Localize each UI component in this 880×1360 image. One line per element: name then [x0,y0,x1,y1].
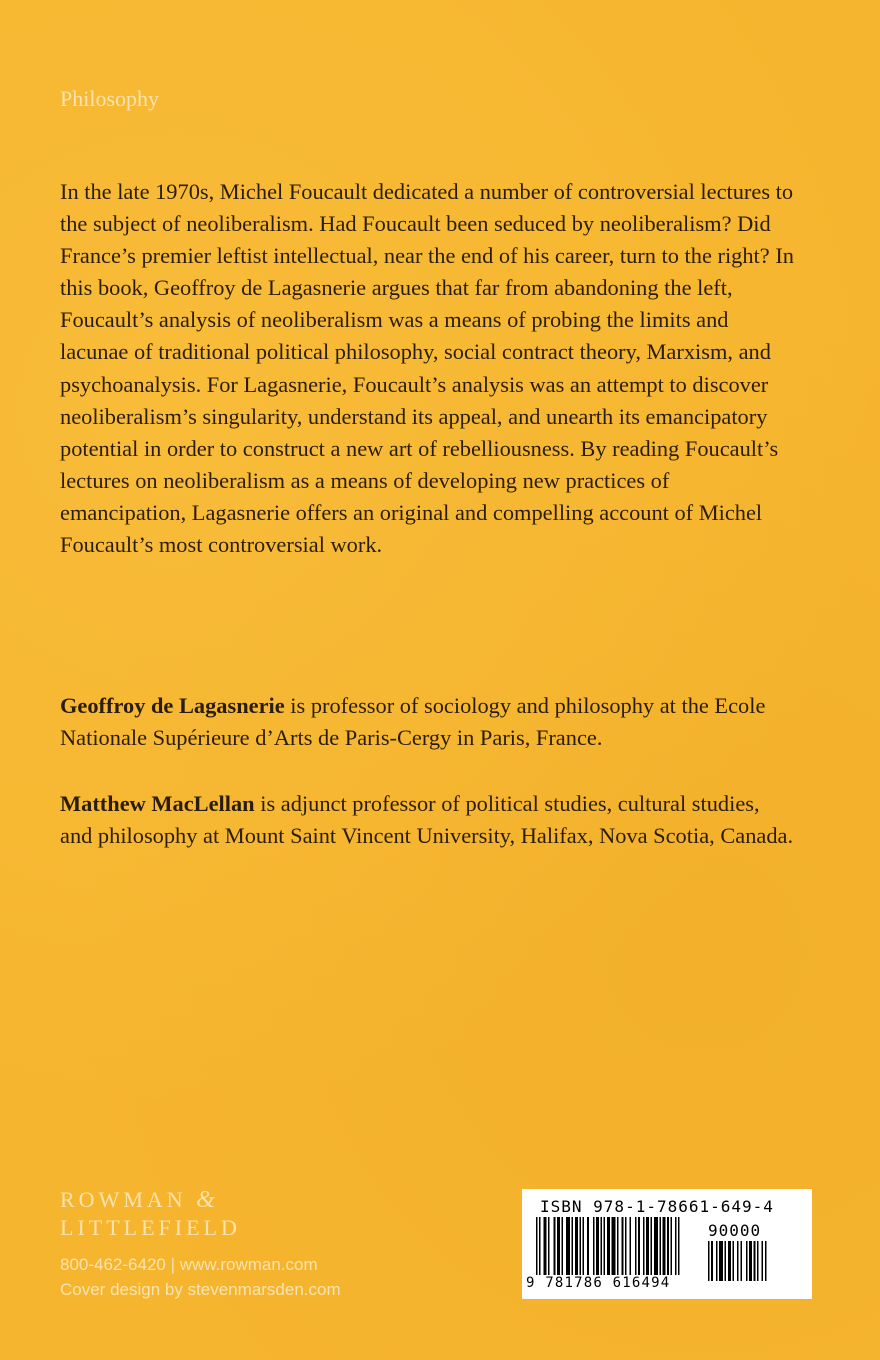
barcode-bar [660,1217,662,1275]
barcode-bar [749,1241,752,1281]
barcode-bar [638,1217,640,1275]
cover-design-credit: Cover design by stevenmarsden.com [60,1280,341,1299]
barcode-bar [557,1217,560,1275]
translator-name: Matthew MacLellan [60,791,255,816]
publisher-phone-web: 800-462-6420 | www.rowman.com [60,1255,318,1274]
barcode-bar [762,1241,764,1281]
author-name: Geoffroy de Lagasnerie [60,693,285,718]
barcode-bar [593,1217,595,1275]
barcode-bar [548,1217,550,1275]
isbn-number: ISBN 978-1-78661-649-4 [540,1197,774,1216]
barcode-bar [630,1217,632,1275]
price-barcode-bars [708,1241,800,1287]
barcode-bar [575,1217,578,1275]
publisher-ampersand: & [196,1187,215,1213]
publisher-name-line2: LITTLEFIELD [60,1215,241,1240]
barcode-bar [728,1241,731,1281]
ean-digits: 9 781786 616494 [526,1275,671,1291]
barcode-bar [733,1241,735,1281]
barcode-bar [617,1217,619,1275]
barcode-bar [562,1217,564,1275]
barcode-bar [725,1241,727,1281]
barcode-bar [711,1241,713,1281]
barcode-bar [765,1241,767,1281]
barcode-bar [587,1217,589,1275]
barcode-bar [554,1217,556,1275]
barcode-bar [643,1217,645,1275]
translator-bio [60,788,795,852]
category-label: Philosophy [60,86,160,111]
barcode-bar [539,1217,541,1275]
barcode-bar [580,1217,582,1275]
barcode-bar [737,1241,739,1281]
barcode-bar [754,1241,756,1281]
publisher-name-line1: ROWMAN [60,1187,187,1212]
barcode-bar [719,1241,723,1281]
barcode-bar [678,1217,680,1275]
publisher-logo [60,1186,241,1241]
barcode-bar [675,1217,677,1275]
barcode-bar [622,1217,624,1275]
ean-barcode-bars [536,1217,700,1275]
barcode-bar [716,1241,718,1281]
barcode-bar [708,1241,710,1281]
translator-bio-text: is adjunct professor of political studies, cultural studies, and philosophy at Mount Saint Vincent University, Halifax, Nova Scotia, Canada. [60,791,794,848]
book-description: In the late 1970s, Michel Foucault dedicated a number of controversial lectures to the subject of neoliberalism. Had Foucault been seduced by neoliberalism? Did France’s premier leftist intellectual, near the end of his career, turn to the right? In this book, Geoffroy de Lagasnerie argues that far from abandoning the left, Foucault’s analysis of neoliberalism was a means of probing the limits and lacunae of traditional political philosophy, social contract theory, Marxism, and psychoanalysis. For Lagasnerie, Foucault’s analysis was an attempt to discover neoliberalism’s singularity, understand its appeal, and unearth its emancipatory potential in order to construct a new art of rebelliousness. By reading Foucault’s lectures on neoliberalism as a means of developing new practices of emancipation, Lagasnerie offers an original and compelling account of Michel Foucault’s most controversial work. [60,179,794,558]
barcode-bar [663,1217,666,1275]
barcode-bar [746,1241,748,1281]
barcode-bar [601,1217,603,1275]
barcode-bar [604,1217,606,1275]
barcode-bar [667,1217,669,1275]
barcode-bar [651,1217,653,1275]
barcode-bar [536,1217,538,1275]
barcode-bar [635,1217,637,1275]
barcode-bar [625,1217,627,1275]
barcode-bar [757,1241,759,1281]
barcode-bar [741,1241,743,1281]
publisher-contact [60,1252,341,1302]
barcode-bar [646,1217,649,1275]
price-code: 90000 [708,1221,762,1240]
isbn-barcode [522,1189,812,1299]
barcode-bar [566,1217,570,1275]
author-bio [60,690,795,754]
barcode-bar [612,1217,616,1275]
barcode-bar [572,1217,574,1275]
barcode-bar [596,1217,599,1275]
barcode-bar [671,1217,673,1275]
barcode-bar [544,1217,547,1275]
author-bio-text: is professor of sociology and philosophy at the Ecole Nationale Supérieure d’Arts de Paris-Cergy in Paris, France. [60,693,766,750]
barcode-bar [583,1217,585,1275]
barcode-bar [654,1217,658,1275]
barcode-bar [607,1217,610,1275]
